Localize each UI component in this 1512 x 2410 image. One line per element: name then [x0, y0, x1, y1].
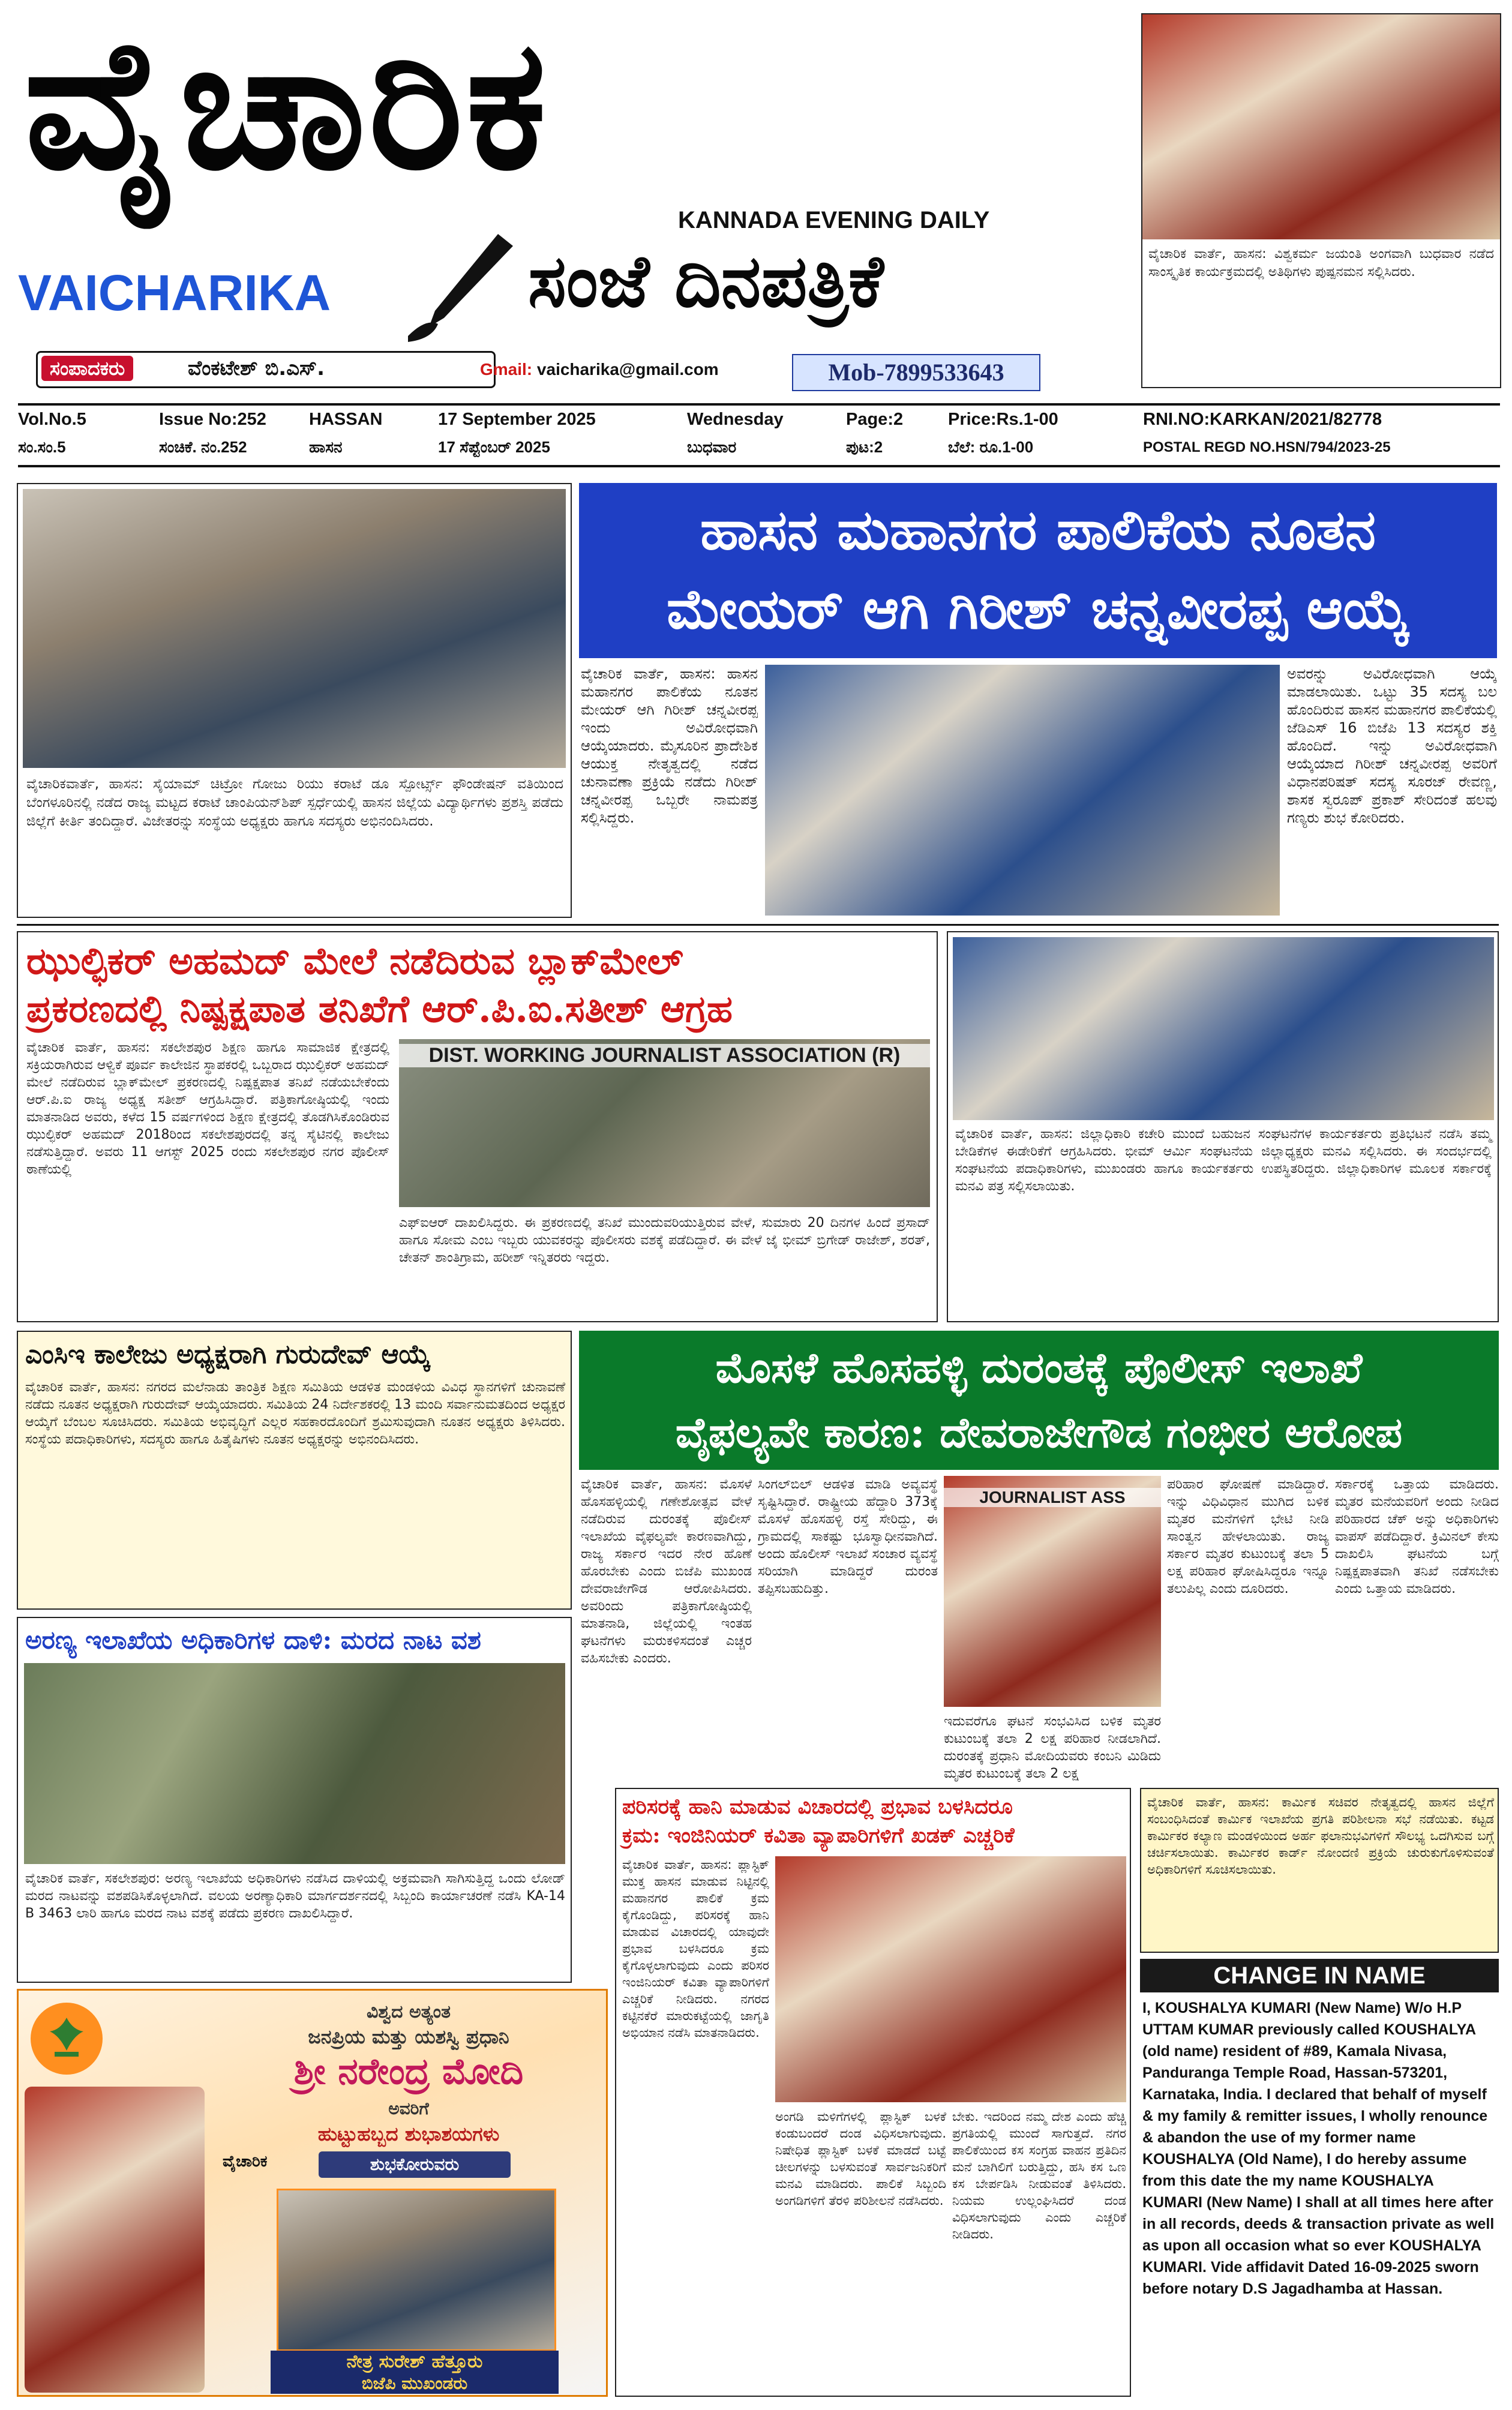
accident-headline-line1: ಮೊಸಳೆ ಹೊಸಹಳ್ಳಿ ದುರಂತಕ್ಕೆ ಪೊಲೀಸ್ ಇಲಾಖೆ [715, 1343, 1363, 1392]
change-in-name-text: I, KOUSHALYA KUMARI (New Name) W/o H.P UTTAM KUMAR previously called KOUSHALYA (old name) resident of #89, Kamala Nivasa, Panduranga Temple Road, Hassan-573201, Karnataka, India. I declared that behalf of myself & my family & remitter issues, I wholly renounce & abandon the use of my former name KOUSHALYA (Old Name), I do hereby assume from this date the my name KOUSHALYA KUMARI (New Name) I shall at all times here after in all records, deeds & transaction private as well as upon all occasion what so ever KOUSHALYA KUMARI. Vide affidavit Dated 16-09-2025 sworn before notary D.S Jagadhamba at Hassan. [1142, 2000, 1495, 2297]
accident-photo [944, 1476, 1161, 1707]
masthead-subtitle-en: KANNADA EVENING DAILY [678, 207, 990, 233]
ad-line1: ವಿಶ್ವದ ಅತ್ಯಂತ [367, 2001, 451, 2022]
info-date: 17 September 2025 [438, 410, 596, 429]
karate-story [17, 483, 572, 918]
info-city-kn: ಹಾಸನ [309, 438, 343, 456]
mayor-headline [579, 483, 1497, 658]
masthead [0, 0, 1134, 396]
change-in-name-title: CHANGE IN NAME [1140, 1959, 1499, 1992]
mayor-left-text: ವೈಚಾರಿಕ ವಾರ್ತೆ, ಹಾಸನ: ಹಾಸನ ಮಹಾನಗರ ಪಾಲಿಕೆಯ ನೂತನ ಮೇಯರ್ ಆಗಿ ಗಿರೀಶ್ ಚನ್ನವೀರಪ್ಪ ಇಂದು ಅವಿರೋಧವಾಗಿ ಆಯ್ಕೆಯಾದರು. ಮೈಸೂರಿನ ಪ್ರಾದೇಶಿಕ ಆಯುಕ್ತ ನೇತೃತ್ವದಲ್ಲಿ ನಡೆದ ಚುನಾವಣಾ ಪ್ರಕ್ರಿಯೆ ನಡೆದು ಗಿರೀಶ್ ಚನ್ನವೀರಪ್ಪ ಒಬ್ಬರೇ ನಾಮಪತ್ರ ಸಲ್ಲಿಸಿದ್ದರು. [581, 665, 758, 826]
accident-photo-caption: ಇದುವರೆಗೂ ಘಟನೆ ಸಂಭವಿಸಿದ ಬಳಿಕ ಮೃತರ ಕುಟುಂಬಕ್ಕೆ ತಲಾ 2 ಲಕ್ಷ ಪರಿಹಾರ ನೀಡಲಾಗಿದೆ. ದುರಂತಕ್ಕೆ ಪ್ರಧಾನಿ ಮೋದಿಯವರು ಕಂಬನಿ ಮಿಡಿದು ಮೃತರ ಕುಟುಂಬಕ್ಕೆ ತಲಾ 2 ಲಕ್ಷ [944, 1714, 1161, 1781]
college-text: ವೈಚಾರಿಕ ವಾರ್ತೆ, ಹಾಸನ: ನಗರದ ಮಲೆನಾಡು ತಾಂತ್ರಿಕ ಶಿಕ್ಷಣ ಸಮಿತಿಯ ಆಡಳಿತ ಮಂಡಳಿಯ ವಿವಿಧ ಸ್ಥಾನಗಳಿಗೆ ಚುನಾವಣೆ ನಡೆದು ನೂತನ ಅಧ್ಯಕ್ಷರಾಗಿ ಗುರುದೇವ್ ಆಯ್ಕೆಯಾದರು. ಸಮಿತಿಯ 24 ನಿರ್ದೇಶಕರಲ್ಲಿ 13 ಮಂದಿ ಸರ್ವಾನುಮತದಿಂದ ಅಧ್ಯಕ್ಷರ ಆಯ್ಕೆಗೆ ಬೆಂಬಲ ಸೂಚಿಸಿದರು. ಸಮಿತಿಯ ಅಭಿವೃದ್ಧಿಗೆ ಎಲ್ಲರ ಸಹಕಾರದೊಂದಿಗೆ ಶ್ರಮಿಸುವುದಾಗಿ ನೂತನ ಅಧ್ಯಕ್ಷರು ತಿಳಿಸಿದರು. ಸಂಸ್ಥೆಯ ಪದಾಧಿಕಾರಿಗಳು, ಸದಸ್ಯರು ಹಾಗೂ ಹಿತೈಷಿಗಳು ನೂತನ ಅಧ್ಯಕ್ಷರನ್ನು ಅಭಿನಂದಿಸಿದರು. [25, 1380, 565, 1447]
change-in-name [1140, 1959, 1499, 2397]
ad-greeters: ಶುಭಕೋರುವರು [319, 2151, 511, 2178]
blackmail-headline-line2: ಪ್ರಕರಣದಲ್ಲಿ ನಿಷ್ಪಕ್ಷಪಾತ ತನಿಖೆಗೆ ಆರ್.ಪಿ.ಐ.ಸತೀಶ್ ಆಗ್ರಹ [26, 987, 733, 1031]
pen-nib-icon [396, 228, 516, 348]
blackmail-right-text: ಎಫ್‌ಐಆರ್ ದಾಖಲಿಸಿದ್ದರು. ಈ ಪ್ರಕರಣದಲ್ಲಿ ತನಿಖೆ ಮುಂದುವರಿಯುತ್ತಿರುವ ವೇಳೆ, ಸುಮಾರು 20 ದಿನಗಳ ಹಿಂದೆ ಪ್ರಸಾದ್ ಹಾಗೂ ಸೋಮ ಎಂಬ ಇಬ್ಬರು ಯುವಕರನ್ನು ಪೊಲೀಸರು ವಶಕ್ಕೆ ಪಡೆದಿದ್ದಾರೆ. ಈ ವೇಳೆ ಜೈ ಭೀಮ್ ಬ್ರಿಗೇಡ್ ರಾಜೇಶ್, ಶರತ್, ಚೇತನ್ ಶಾಂತಿಗ್ರಾಮ, ಹರೀಶ್ ಇನ್ನಿತರರು ಇದ್ದರು. [399, 1215, 930, 1265]
bjp-logo-icon [31, 2003, 103, 2075]
greeter-title: ಬಿಜೆಪಿ ಮುಖಂಡರು [271, 2373, 559, 2394]
info-issue: Issue No:252 [159, 410, 266, 429]
forest-photo [24, 1663, 565, 1864]
forest-story [17, 1617, 572, 1983]
top-right-photo [1142, 14, 1500, 239]
labour-notice [1140, 1788, 1499, 1953]
labour-notice-text: ವೈಚಾರಿಕ ವಾರ್ತೆ, ಹಾಸನ: ಕಾರ್ಮಿಕ ಸಚಿವರ ನೇತೃತ್ವದಲ್ಲಿ ಹಾಸನ ಜಿಲ್ಲೆಗೆ ಸಂಬಂಧಿಸಿದಂತೆ ಕಾರ್ಮಿಕ ಇಲಾಖೆಯ ಪ್ರಗತಿ ಪರಿಶೀಲನಾ ಸಭೆ ನಡೆಯಿತು. ಕಟ್ಟಡ ಕಾರ್ಮಿಕರ ಕಲ್ಯಾಣ ಮಂಡಳಿಯಿಂದ ಅರ್ಹ ಫಲಾನುಭವಿಗಳಿಗೆ ಸೌಲಭ್ಯ ಒದಗಿಸುವ ಬಗ್ಗೆ ಚರ್ಚಿಸಲಾಯಿತು. ಕಾರ್ಮಿಕರ ಕಾರ್ಡ್ ನೋಂದಣಿ ಪ್ರಕ್ರಿಯೆ ಚುರುಕುಗೊಳಿಸುವಂತೆ ಅಧಿಕಾರಿಗಳಿಗೆ ಸೂಚಿಸಲಾಯಿತು. [1147, 1795, 1494, 1877]
blackmail-left-text: ವೈಚಾರಿಕ ವಾರ್ತೆ, ಹಾಸನ: ಸಕಲೇಶಪುರ ಶಿಕ್ಷಣ ಹಾಗೂ ಸಾಮಾಜಿಕ ಕ್ಷೇತ್ರದಲ್ಲಿ ಸಕ್ರಿಯರಾಗಿರುವ ಆಳ್ವಿಕೆ ಪೂರ್ವ ಕಾಲೇಜಿನ ಸ್ಥಾಪಕರಲ್ಲಿ ಒಬ್ಬರಾದ ಝುಲ್ಫಿಕರ್ ಅಹಮದ್ ಮೇಲೆ ನಡೆದಿರುವ ಬ್ಲಾಕ್‌ಮೇಲ್ ಪ್ರಕರಣದಲ್ಲಿ ನಿಷ್ಪಕ್ಷಪಾತ ತನಿಖೆ ನಡೆಯಬೇಕೆಂದು ಆರ್.ಪಿ.ಐ ರಾಜ್ಯ ಅಧ್ಯಕ್ಷ ಸತೀಶ್ ಆಗ್ರಹಿಸಿದ್ದಾರೆ. ಪತ್ರಿಕಾಗೋಷ್ಠಿಯಲ್ಲಿ ಇಂದು ಮಾತನಾಡಿದ ಅವರು, ಕಳೆದ 15 ವರ್ಷಗಳಿಂದ ಶಿಕ್ಷಣ ಕ್ಷೇತ್ರದಲ್ಲಿ ತೊಡಗಿಸಿಕೊಂಡಿರುವ ಝುಲ್ಫಿಕರ್ ಅಹಮದ್ 2018ರಿಂದ ಸಕಲೇಶಪುರದಲ್ಲಿ ತನ್ನ ಸೈಟಿನಲ್ಲಿ ಕಾಲೇಜು ನಡೆಸುತ್ತಿದ್ದಾರೆ. ಅವರು 11 ಆಗಸ್ಟ್ 2025 ರಂದು ಸಕಲೇಶಪುರ ನಗರ ಪೊಲೀಸ್ ಠಾಣೆಯಲ್ಲಿ [26, 1040, 389, 1177]
top-right-caption: ವೈಚಾರಿಕ ವಾರ್ತೆ, ಹಾಸನ: ವಿಶ್ವಕರ್ಮ ಜಯಂತಿ ಅಂಗವಾಗಿ ಬುಧವಾರ ನಡೆದ ಸಾಂಸ್ಕೃತಿಕ ಕಾರ್ಯಕ್ರಮದಲ್ಲಿ ಅತಿಥಿಗಳು ಪುಷ್ಪನಮನ ಸಲ್ಲಿಸಿದರು. [1148, 247, 1494, 280]
accident-col5: ಸರ್ಕಾರಕ್ಕೆ ಒತ್ತಾಯ ಮಾಡಿದರು. ಮೃತರ ಮನೆಯವರಿಗೆ ಅಂದು ನೀಡಿದ ಪರಿಹಾರದ ಚೆಕ್ ಅನ್ನು ಅಧಿಕಾರಿಗಳು ವಾಪಸ್ ಪಡೆದಿದ್ದಾರೆ. ಕ್ರಿಮಿನಲ್ ಕೇಸು ದಾಖಲಿಸಿ ಘಟನೆಯ ಬಗ್ಗೆ ನಿಷ್ಪಕ್ಷಪಾತವಾಗಿ ತನಿಖೆ ನಡೆಸಬೇಕು ಎಂದು ಒತ್ತಾಯ ಮಾಡಿದರು. [1335, 1477, 1499, 1596]
karate-caption: ವೈಚಾರಿಕವಾರ್ತೆ, ಹಾಸನ: ಸೈಯಾಮ್ ಚಿಟ್ರೋ ಗೋಜು ರಿಯು ಕರಾಟೆ ಡೂ ಸ್ಪೋರ್ಟ್ಸ್ ಫೌಂಡೇಷನ್ ವತಿಯಿಂದ ಬೆಂಗಳೂರಿನಲ್ಲಿ ನಡೆದ ರಾಜ್ಯ ಮಟ್ಟದ ಕರಾಟೆ ಚಾಂಪಿಯನ್‌ಶಿಪ್ ಸ್ಪರ್ಧೆಯಲ್ಲಿ ಹಾಸನ ಜಿಲ್ಲೆಯ ವಿದ್ಯಾರ್ಥಿಗಳು ಪ್ರಶಸ್ತಿ ಪಡೆದು ಜಿಲ್ಲೆಗೆ ಕೀರ್ತಿ ತಂದಿದ್ದಾರೆ. ವಿಜೇತರನ್ನು ಸಂಸ್ಥೆಯ ಅಧ್ಯಕ್ಷರು ಹಾಗೂ ಸದಸ್ಯರು ಅಭಿನಂದಿಸಿದರು. [26, 776, 563, 829]
info-date-kn: 17 ಸೆಪ್ಟೆಂಬರ್ 2025 [438, 438, 550, 456]
mayor-right-text: ಅವರನ್ನು ಅವಿರೋಧವಾಗಿ ಆಯ್ಕೆ ಮಾಡಲಾಯಿತು. ಒಟ್ಟು 35 ಸದಸ್ಯ ಬಲ ಹೊಂದಿರುವ ಹಾಸನ ಮಹಾನಗರ ಪಾಲಿಕೆಯಲ್ಲಿ ಜೆಡಿಎಸ್ 16 ಬಿಜೆಪಿ 13 ಸದಸ್ಯರ ಶಕ್ತಿ ಹೊಂದಿದೆ. ಇನ್ನು ಅವಿರೋಧವಾಗಿ ಆಯ್ಕೆಯಾದ ಗಿರೀಶ್ ಚನ್ನವೀರಪ್ಪ ಅವರಿಗೆ ವಿಧಾನಪರಿಷತ್ ಸದಸ್ಯ ಸೂರಜ್ ರೇವಣ್ಣ, ಶಾಸಕ ಸ್ವರೂಪ್ ಪ್ರಕಾಶ್ ಸೇರಿದಂತೆ ಹಲವು ಗಣ್ಯರು ಶುಭ ಕೋರಿದರು. [1287, 665, 1497, 826]
accident-col4: ಪರಿಹಾರ ಘೋಷಣೆ ಮಾಡಿದ್ದಾರೆ. ಇನ್ನು ವಿಧಿವಿಧಾನ ಮುಗಿದ ಬಳಿಕ ಮೃತರ ಮನೆಗಳಿಗೆ ಭೇಟಿ ನೀಡಿ ಸಾಂತ್ವನ ಹೇಳಲಾಯಿತು. ರಾಜ್ಯ ಸರ್ಕಾರ ಮೃತರ ಕುಟುಂಬಕ್ಕೆ ತಲಾ 5 ಲಕ್ಷ ಪರಿಹಾರ ಘೋಷಿಸಿದ್ದರೂ ಇನ್ನೂ ತಲುಪಿಲ್ಲ ಎಂದು ದೂರಿದರು. [1167, 1477, 1329, 1596]
accident-col2: ಸಿಂಗಲ್‌ಬಿಲ್ ಆಡಳಿತ ಮಾಡಿ ಅವ್ಯವಸ್ಥೆ ಸೃಷ್ಟಿಸಿದ್ದಾರೆ. ರಾಷ್ಟ್ರೀಯ ಹೆದ್ದಾರಿ 373ಕ್ಕೆ ಮೊಸಳೆ ಹೊಸಹಳ್ಳಿ ರಸ್ತೆ ಸೇರಿದ್ದು, ಈ ಗ್ರಾಮದಲ್ಲಿ ಸಾಕಷ್ಟು ಭೂಸ್ವಾಧೀನವಾಗಿದೆ. ಅಂದು ಹೊಲೀಸ್ ಇಲಾಖೆ ಸಂಚಾರ ವ್ಯವಸ್ಥೆ ಸರಿಯಾಗಿ ಮಾಡಿದ್ದರೆ ದುರಂತ ತಪ್ಪಿಸಬಹುದಿತ್ತು. [758, 1477, 938, 1596]
forest-text: ವೈಚಾರಿಕ ವಾರ್ತೆ, ಸಕಲೇಶಪುರ: ಅರಣ್ಯ ಇಲಾಖೆಯ ಅಧಿಕಾರಿಗಳು ನಡೆಸಿದ ದಾಳಿಯಲ್ಲಿ ಅಕ್ರಮವಾಗಿ ಸಾಗಿಸುತ್ತಿದ್ದ ಒಂದು ಲೋಡ್ ಮರದ ನಾಟವನ್ನು ವಶಪಡಿಸಿಕೊಳ್ಳಲಾಗಿದೆ. ವಲಯ ಅರಣ್ಯಾಧಿಕಾರಿ ಮಾರ್ಗದರ್ಶನದಲ್ಲಿ ಸಿಬ್ಬಂದಿ ಕಾರ್ಯಾಚರಣೆ ನಡೆಸಿ KA-14 B 3463 ಲಾರಿ ಹಾಗೂ ಮರದ ನಾಟ ವಶಕ್ಕೆ ಪಡೆದು ಪ್ರಕರಣ ದಾಖಲಿಸಿದ್ದಾರೆ. [25, 1871, 565, 1921]
info-bar-top-rule [18, 403, 1500, 406]
environment-photo [775, 1856, 1126, 2102]
info-issue-kn: ಸಂಚಿಕೆ. ನಂ.252 [159, 438, 247, 456]
forest-headline: ಅರಣ್ಯ ಇಲಾಖೆಯ ಅಧಿಕಾರಿಗಳ ದಾಳಿ: ಮರದ ನಾಟ ವಶ [25, 1625, 481, 1655]
info-day: Wednesday [687, 410, 784, 429]
blackmail-headline-line1: ಝುಲ್ಫಿಕರ್ ಅಹಮದ್ ಮೇಲೆ ನಡೆದಿರುವ ಬ್ಲಾಕ್‌ಮೇಲ್ [26, 939, 683, 983]
masthead-title: ವೈಚಾರಿಕ [24, 0, 550, 209]
protest-story [947, 931, 1499, 1322]
editor-badge [36, 351, 496, 388]
protest-photo [953, 937, 1494, 1120]
info-volume: Vol.No.5 [18, 410, 86, 429]
info-volume-kn: ಸಂ.ಸಂ.5 [18, 438, 66, 456]
gmail-address: vaicharika@gmail.com [536, 360, 719, 379]
mayor-photo [765, 665, 1280, 916]
info-page-kn: ಪುಟ:2 [846, 438, 883, 456]
section-rule-1 [17, 924, 1499, 926]
ad-line2: ಜನಪ್ರಿಯ ಮತ್ತು ಯಶಸ್ವಿ ಪ್ರಧಾನಿ [308, 2025, 509, 2048]
environment-headline-line1: ಪರಿಸರಕ್ಕೆ ಹಾನಿ ಮಾಡುವ ವಿಚಾರದಲ್ಲಿ ಪ್ರಭಾವ ಬಳಸಿದರೂ [622, 1794, 1013, 1819]
ad-line4: ಹುಟ್ಟುಹಬ್ಬದ ಶುಭಾಶಯಗಳು [317, 2123, 500, 2145]
environment-headline-line2: ಕ್ರಮ: ಇಂಜಿನಿಯರ್ ಕವಿತಾ ವ್ಯಾಪಾರಿಗಳಿಗೆ ಖಡಕ್ ಎಚ್ಚರಿಕೆ [622, 1823, 1015, 1848]
masthead-brand: VAICHARIKA [18, 265, 331, 321]
info-bar-bottom-rule [18, 465, 1500, 467]
mayor-headline-line1: ಹಾಸನ ಮಹಾನಗರ ಪಾಲಿಕೆಯ ನೂತನ [700, 497, 1376, 562]
ad-paper-logo: ವೈಚಾರಿಕ [223, 2153, 268, 2171]
info-price: Price:Rs.1-00 [948, 410, 1058, 429]
karate-photo [23, 489, 566, 768]
editor-label: ಸಂಪಾದಕರು [41, 356, 133, 381]
ad-line3: ಅವರಿಗೆ [388, 2099, 429, 2118]
gmail-label: Gmail: [480, 360, 533, 379]
accident-headline-line2: ವೈಫಲ್ಯವೇ ಕಾರಣ: ದೇವರಾಜೇಗೌಡ ಗಂಭೀರ ಆರೋಪ [675, 1407, 1403, 1457]
environment-mid-text: ಅಂಗಡಿ ಮಳಿಗೆಗಳಲ್ಲಿ ಪ್ಲಾಸ್ಟಿಕ್ ಬಳಕೆ ಕಂಡುಬಂದರೆ ದಂಡ ವಿಧಿಸಲಾಗುವುದು. ನಿಷೇಧಿತ ಪ್ಲಾಸ್ಟಿಕ್ ಬಳಕೆ ಮಾಡದೆ ಬಟ್ಟೆ ಚೀಲಗಳನ್ನು ಬಳಸುವಂತೆ ಸಾರ್ವಜನಿಕರಿಗೆ ಮನವಿ ಮಾಡಿದರು. ಪಾಲಿಕೆ ಸಿಬ್ಬಂದಿ ಅಂಗಡಿಗಳಿಗೆ ತೆರಳಿ ಪರಿಶೀಲನೆ ನಡೆಸಿದರು. [775, 2109, 946, 2208]
info-day-kn: ಬುಧವಾರ [687, 438, 737, 456]
birthday-ad [17, 1989, 608, 2397]
info-price-kn: ಬೆಲೆ: ರೂ.1-00 [948, 438, 1034, 456]
college-headline: ಎಂಸಿಇ ಕಾಲೇಜು ಅಧ್ಯಕ್ಷರಾಗಿ ಗುರುದೇವ್ ಆಯ್ಕೆ [25, 1339, 431, 1370]
modi-photo [25, 2087, 205, 2393]
greeter-photo [277, 2189, 556, 2351]
greeter-name: ನೇತ್ರ ಸುರೇಶ್ ಹೆತ್ತೂರು [271, 2351, 559, 2373]
environment-right-text: ಬೇಕು. ಇದರಿಂದ ನಮ್ಮ ದೇಶ ಎಂದು ಹೆಚ್ಚಿ ಪ್ರಗತಿಯಲ್ಲಿ ಮುಂದೆ ಸಾಗುತ್ತದೆ. ನಗರ ಪಾಲಿಕೆಯಿಂದ ಕಸ ಸಂಗ್ರಹ ವಾಹನ ಪ್ರತಿದಿನ ಮನೆ ಬಾಗಿಲಿಗೆ ಬರುತ್ತಿದ್ದು, ಹಸಿ ಕಸ ಒಣ ಕಸ ಬೇರ್ಪಡಿಸಿ ನೀಡುವಂತೆ ತಿಳಿಸಿದರು. ನಿಯಮ ಉಲ್ಲಂಘಿಸಿದರೆ ದಂಡ ವಿಧಿಸಲಾಗುವುದು ಎಂದು ಎಚ್ಚರಿಕೆ ನೀಡಿದರು. [952, 2109, 1126, 2241]
info-city: HASSAN [309, 410, 383, 429]
gmail-line [480, 360, 719, 379]
environment-left-text: ವೈಚಾರಿಕ ವಾರ್ತೆ, ಹಾಸನ: ಪ್ಲಾಸ್ಟಿಕ್ ಮುಕ್ತ ಹಾಸನ ಮಾಡುವ ನಿಟ್ಟಿನಲ್ಲಿ ಮಹಾನಗರ ಪಾಲಿಕೆ ಕ್ರಮ ಕೈಗೊಂಡಿದ್ದು, ಪರಿಸರಕ್ಕೆ ಹಾನಿ ಮಾಡುವ ವಿಚಾರದಲ್ಲಿ ಯಾವುದೇ ಪ್ರಭಾವ ಬಳಸಿದರೂ ಕ್ರಮ ಕೈಗೊಳ್ಳಲಾಗುವುದು ಎಂದು ಪರಿಸರ ಇಂಜಿನಿಯರ್ ಕವಿತಾ ವ್ಯಾಪಾರಿಗಳಿಗೆ ಎಚ್ಚರಿಕೆ ನೀಡಿದರು. ನಗರದ ಕಟ್ಟಿನಕೆರೆ ಮಾರುಕಟ್ಟೆಯಲ್ಲಿ ಜಾಗೃತಿ ಅಭಿಯಾನ ನಡೆಸಿ ಮಾತನಾಡಿದರು. [622, 1857, 769, 2040]
blackmail-story [17, 931, 938, 1322]
top-right-box [1141, 13, 1501, 388]
ad-pm-name: ಶ್ರೀ ನರೇಂದ್ರ ಮೋದಿ [293, 2051, 524, 2093]
blackmail-banner: DIST. WORKING JOURNALIST ASSOCIATION (R) [399, 1044, 930, 1067]
info-postal: POSTAL REGD NO.HSN/794/2023-25 [1143, 439, 1391, 455]
accident-headline [579, 1331, 1499, 1470]
blackmail-photo [399, 1039, 930, 1207]
college-story [17, 1331, 572, 1610]
environment-story [615, 1788, 1131, 2397]
accident-col1: ವೈಚಾರಿಕ ವಾರ್ತೆ, ಹಾಸನ: ಮೊಸಳೆ ಹೊಸಹಳ್ಳಿಯಲ್ಲಿ ಗಣೇಶೋತ್ಸವ ವೇಳೆ ನಡೆದಿರುವ ದುರಂತಕ್ಕೆ ಪೊಲೀಸ್ ಇಲಾಖೆಯ ವೈಫಲ್ಯವೇ ಕಾರಣವಾಗಿದ್ದು, ರಾಜ್ಯ ಸರ್ಕಾರ ಇದರ ನೇರ ಹೊಣೆ ಹೊರಬೇಕು ಎಂದು ಬಿಜೆಪಿ ಮುಖಂಡ ದೇವರಾಜೇಗೌಡ ಆರೋಪಿಸಿದರು. ಅವರಿಂದು ಪತ್ರಿಕಾಗೋಷ್ಠಿಯಲ್ಲಿ ಮಾತನಾಡಿ, ಜಿಲ್ಲೆಯಲ್ಲಿ ಇಂತಹ ಘಟನೆಗಳು ಮರುಕಳಿಸದಂತೆ ಎಚ್ಚರ ವಹಿಸಬೇಕು ಎಂದರು. [581, 1477, 752, 1666]
masthead-subtitle-kn: ಸಂಜೆ ದಿನಪತ್ರಿಕೆ [528, 240, 884, 323]
info-rni: RNI.NO:KARKAN/2021/82778 [1143, 410, 1382, 429]
mayor-headline-line2: ಮೇಯರ್ ಆಗಿ ಗಿರೀಶ್ ಚನ್ನವೀರಪ್ಪ ಆಯ್ಕೆ [666, 577, 1410, 641]
editor-name: ವೆಂಕಟೇಶ್ ಬಿ.ಎಸ್. [188, 356, 325, 380]
mobile-badge: Mob-7899533643 [792, 354, 1040, 391]
info-page: Page:2 [846, 410, 904, 429]
protest-text: ವೈಚಾರಿಕ ವಾರ್ತೆ, ಹಾಸನ: ಜಿಲ್ಲಾಧಿಕಾರಿ ಕಚೇರಿ ಮುಂದೆ ಬಹುಜನ ಸಂಘಟನೆಗಳ ಕಾರ್ಯಕರ್ತರು ಪ್ರತಿಭಟನೆ ನಡೆಸಿ ತಮ್ಮ ಬೇಡಿಕೆಗಳ ಈಡೇರಿಕೆಗೆ ಆಗ್ರಹಿಸಿದರು. ಭೀಮ್ ಆರ್ಮಿ ಸಂಘಟನೆಯ ಜಿಲ್ಲಾಧ್ಯಕ್ಷರು ಮನವಿ ಸಲ್ಲಿಸಿದರು. ಈ ಸಂದರ್ಭದಲ್ಲಿ ಸಂಘಟನೆಯ ಪದಾಧಿಕಾರಿಗಳು, ಮುಖಂಡರು ಹಾಗೂ ಕಾರ್ಯಕರ್ತರು ಉಪಸ್ಥಿತರಿದ್ದರು. ಜಿಲ್ಲಾಧಿಕಾರಿಗಳ ಮೂಲಕ ಸರ್ಕಾರಕ್ಕೆ ಮನವಿ ಪತ್ರ ಸಲ್ಲಿಸಲಾಯಿತು. [955, 1127, 1492, 1194]
accident-banner: JOURNALIST ASS [944, 1488, 1161, 1507]
